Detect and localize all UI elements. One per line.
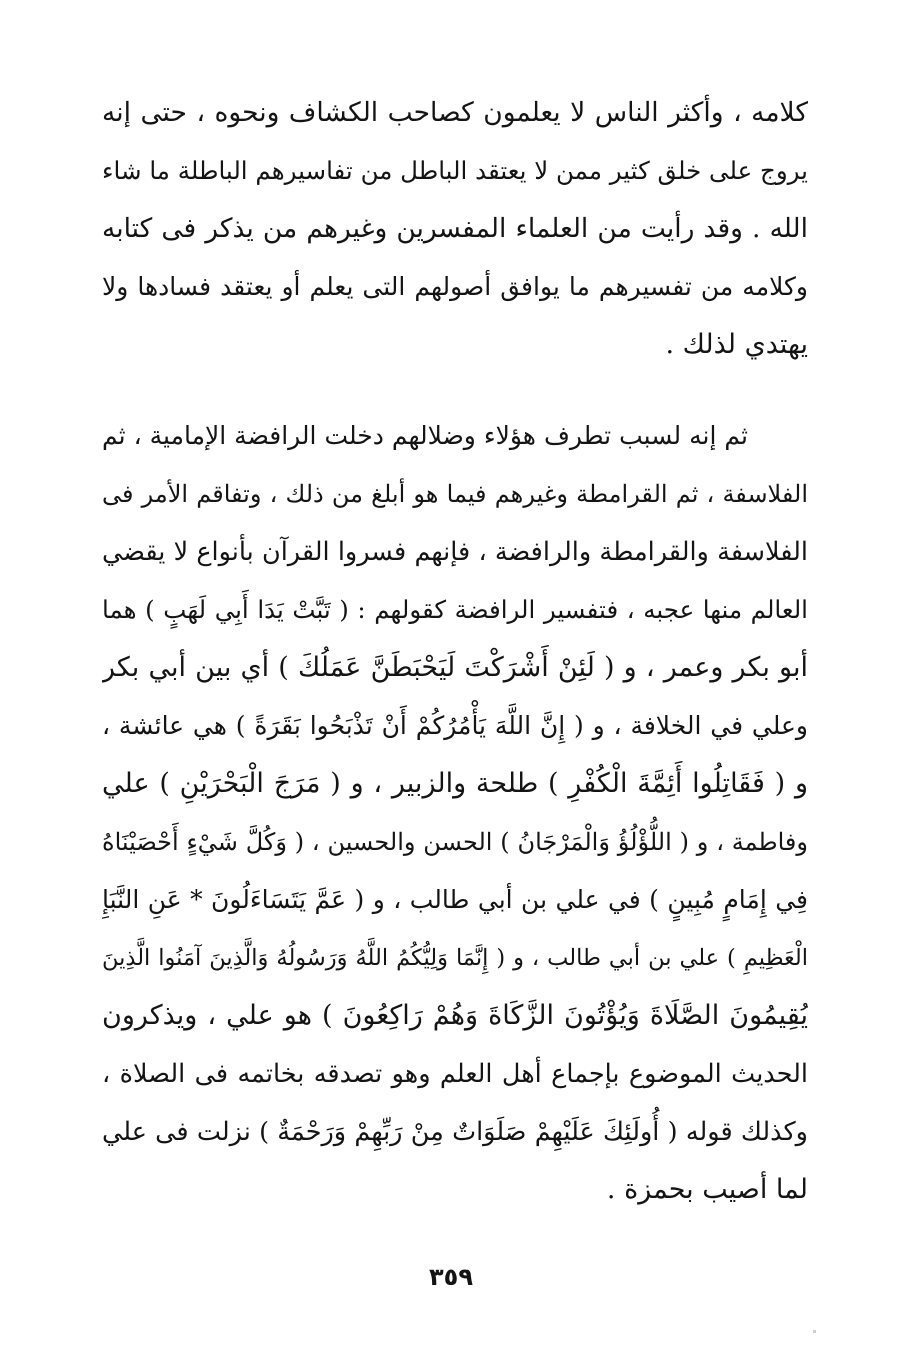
text-line: الفلاسفة والقرامطة والرافضة ، فإنهم فسروا القرآن بأنواع لا يقضي xyxy=(102,537,808,567)
text-line: وكلامه من تفسيرهم ما يوافق أصولهم التى يعلم أو يعتقد فسادها ولا xyxy=(102,272,808,301)
text-line: يُقِيمُونَ الصَّلَاةَ وَيُؤْتُونَ الزَّكَاةَ وَهُمْ رَاكِعُونَ ) هو علي ، ويذكرون xyxy=(102,1000,808,1031)
paragraph-1 xyxy=(102,84,808,374)
text-line: الْعَظِيمِ ) علي بن أبي طالب ، و ( إِنَّمَا وَلِيُّكُمُ اللَّهُ وَرَسُولُهُ وَالَّذِينَ آمَنُوا الَّذِينَ xyxy=(102,945,808,971)
page-number: ٣٥٩ xyxy=(429,1263,473,1291)
text-line: وكذلك قوله ( أُولَئِكَ عَلَيْهِمْ صَلَوَاتٌ مِنْ رَبِّهِمْ وَرَحْمَةٌ ) نزلت فى علي xyxy=(102,1117,808,1147)
text-line: فِي إِمَامٍ مُبِينٍ ) في علي بن أبي طالب ، و ( عَمَّ يَتَسَاءَلُونَ * عَنِ النَّبَإِ xyxy=(102,885,808,914)
text-line: لما أصيب بحمزة . xyxy=(606,1174,808,1205)
paragraph-2 xyxy=(102,407,808,1219)
text-line: الحديث الموضوع بإجماع أهل العلم وهو تصدقه بخاتمه فى الصلاة ، xyxy=(102,1059,808,1089)
text-line: أبو بكر وعمر ، و ( لَئِنْ أَشْرَكْتَ لَيَحْبَطَنَّ عَمَلُكَ ) أي بين أبي بكر xyxy=(102,652,808,683)
text-line: يهتدي لذلك . xyxy=(665,329,808,360)
text-line: ثم إنه لسبب تطرف هؤلاء وضلالهم دخلت الرافضة الإمامية ، ثم xyxy=(102,421,748,450)
text-line: وفاطمة ، و ( اللُّؤْلُؤُ وَالْمَرْجَانُ ) الحسن والحسين ، ( وَكُلَّ شَيْءٍ أَحْصَيْنَاهُ xyxy=(102,828,808,856)
scan-speck xyxy=(813,1330,816,1333)
text-line: وعلي في الخلافة ، و ( إِنَّ اللَّهَ يَأْمُرُكُمْ أَنْ تَذْبَحُوا بَقَرَةً ) هي عائشة ، xyxy=(102,711,808,740)
text-line: العالم منها عجبه ، فتفسير الرافضة كقولهم : ( تَبَّتْ يَدَا أَبِي لَهَبٍ ) هما xyxy=(102,595,808,624)
text-line: يروج على خلق كثير ممن لا يعتقد الباطل من تفاسيرهم الباطلة ما شاء xyxy=(102,156,808,185)
text-line: الفلاسفة ، ثم القرامطة وغيرهم فيما هو أبلغ من ذلك ، وتفاقم الأمر فى xyxy=(102,480,808,508)
text-line: و ( فَقَاتِلُوا أَئِمَّةَ الْكُفْرِ ) طلحة والزبير ، و ( مَرَجَ الْبَحْرَيْنِ ) علي xyxy=(102,768,808,799)
text-line: الله . وقد رأيت من العلماء المفسرين وغيرهم من يذكر فى كتابه xyxy=(102,213,808,244)
text-line: كلامه ، وأكثر الناس لا يعلمون كصاحب الكشاف ونحوه ، حتى إنه xyxy=(102,97,808,128)
